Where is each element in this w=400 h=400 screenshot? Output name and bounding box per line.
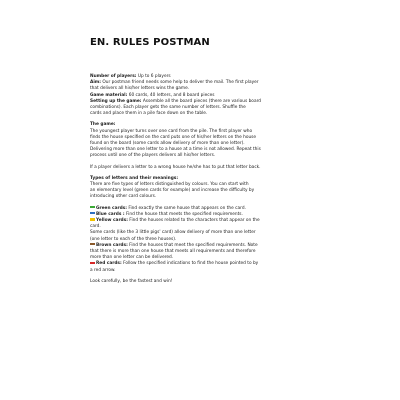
game-p1-line-4: Delivering more than one letter to a house at a time is not allowed. Repeat this xyxy=(90,147,261,153)
setup-line-3: cards and place them in a pile face down on the table. xyxy=(90,111,208,117)
game-p1-line-2: finds the house specified on the card puts one of his/her letters on the house xyxy=(90,134,257,140)
red-cards-line-2: a red arrow. xyxy=(90,267,116,273)
game-heading: The game: xyxy=(90,122,116,128)
brown-cards-label: Brown cards: xyxy=(96,242,128,248)
types-intro-line-2: an elementary level (green cards for example) and increase the difficulty by xyxy=(90,188,255,194)
brown-swatch-icon xyxy=(90,243,95,246)
rules-body xyxy=(90,74,330,285)
players-value: Up to 6 players xyxy=(136,74,171,79)
material-value: 60 cards, 40 letters, and 8 board pieces xyxy=(127,92,215,98)
brown-cards-line-2: that there is more than one house that meets all requirements and therefore xyxy=(90,249,256,255)
setup-text: Assemble all the board pieces (there are various board xyxy=(141,98,261,104)
brown-cards-line-3: more than one letter can be delivered. xyxy=(90,255,174,261)
game-p2-line-1: If a player delivers a letter to a wrong house he/she has to put that letter back. xyxy=(90,164,261,170)
yellow-cards-text: Find the houses related to the characters that appear on the xyxy=(127,218,260,224)
players-label: Number of players: xyxy=(90,74,137,79)
types-heading: Types of letters and their meanings: xyxy=(90,175,179,181)
types-intro-line-3: introducing other card colours. xyxy=(90,194,157,200)
pigs-line-2: (one letter to each of the three houses). xyxy=(90,236,177,242)
game-p1-line-1: The youngest player turns over one card from the pile. The first player who xyxy=(90,128,253,134)
green-cards-label: Green cards: xyxy=(96,205,127,211)
red-cards-text: Follow the specified indications to find the house pointed to by xyxy=(121,261,259,267)
red-cards-label: Red cards: xyxy=(96,261,122,267)
pigs-line-1: Some cards (like the 3 little pigs' card) allow delivery of more than one letter xyxy=(90,230,256,236)
brown-cards-text: Find the houses that meet the specified requirements. Note xyxy=(127,242,258,248)
setup-label: Setting up the game: xyxy=(90,98,142,104)
aim-text: Our postman friend needs some help to deliver the mail. The first player xyxy=(101,80,259,86)
green-cards-text: Find exactly the same house that appears on the card. xyxy=(126,205,246,211)
red-swatch-icon xyxy=(90,262,95,265)
yellow-cards-line-2: card. xyxy=(90,224,101,230)
blue-cards-label: Blue cards : xyxy=(96,211,125,217)
aim-label: Aim: xyxy=(90,80,101,86)
game-p1-line-3: found on the board (some cards allow delivery of more than one letter). xyxy=(90,141,245,147)
types-intro-line-1: There are five types of letters distinguished by colours. You can start with xyxy=(90,182,249,188)
material-label: Game material: xyxy=(90,92,128,98)
closing-line: Look carefully, be the fastest and win! xyxy=(90,278,173,284)
blue-cards-text: Find the house that meets the specified requirements. xyxy=(124,211,243,217)
green-swatch-icon xyxy=(90,206,95,209)
game-p1-line-5: process until one of the players delivers all his/her letters. xyxy=(90,153,216,159)
yellow-swatch-icon xyxy=(90,218,95,221)
yellow-cards-label: Yellow cards: xyxy=(96,218,128,224)
setup-line-2: combinations). Each player gets the same number of letters. Shuffle the xyxy=(90,105,246,111)
document-title: EN. RULES POSTMAN xyxy=(90,37,210,48)
blue-swatch-icon xyxy=(90,212,95,215)
aim-line-2: that delivers all his/her letters wins the game. xyxy=(90,86,190,92)
